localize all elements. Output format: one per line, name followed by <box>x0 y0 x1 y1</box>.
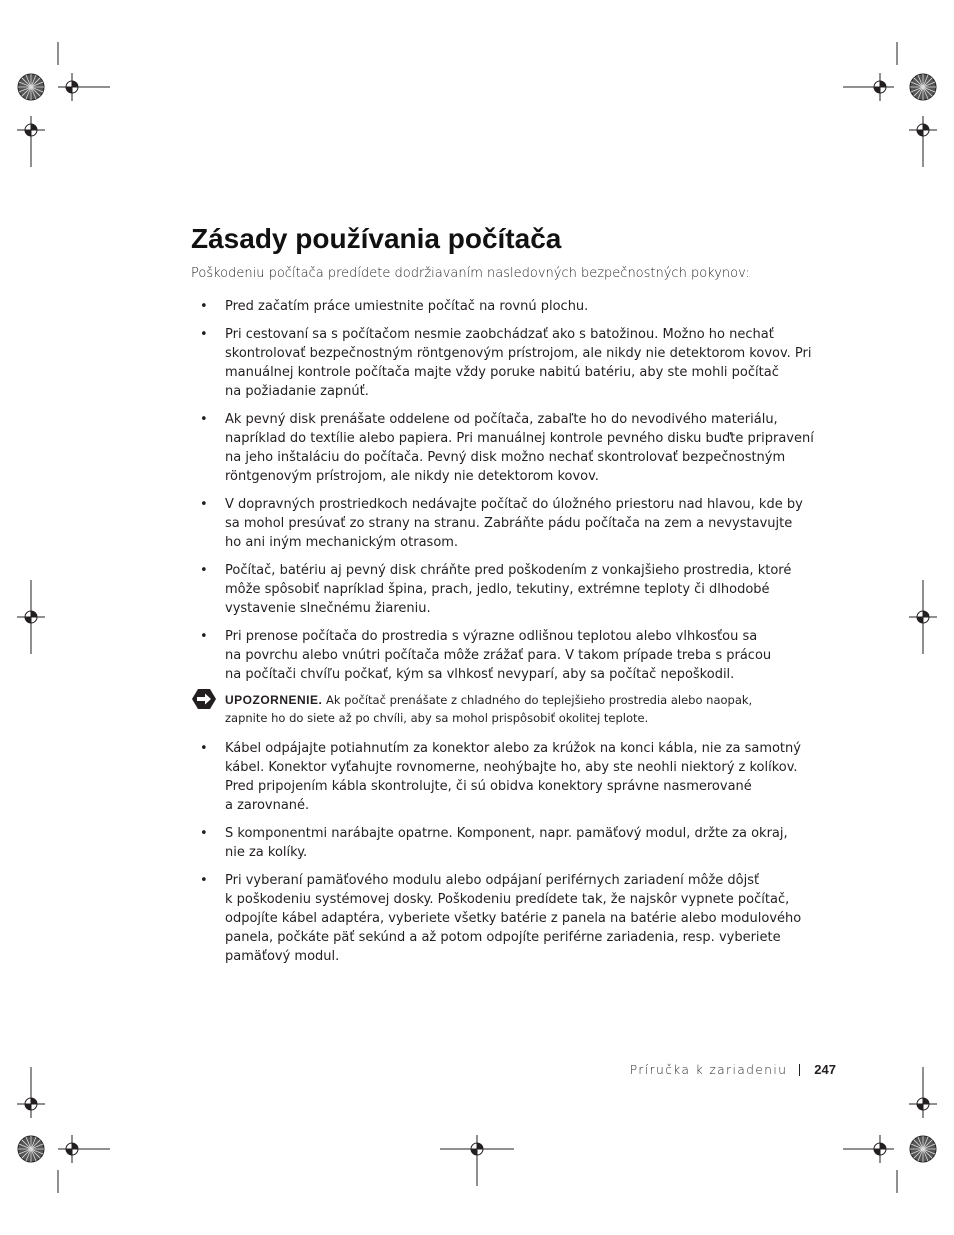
registration-mark-icon <box>58 1135 86 1163</box>
bullet-icon: • <box>200 327 208 342</box>
registration-mark-icon <box>18 1136 44 1162</box>
page-number: 247 <box>814 1062 836 1077</box>
footer-divider <box>799 1064 800 1076</box>
notice-text: Ak počítač prenášate z chladného do teplejšieho prostredia alebo naopak, <box>326 693 753 707</box>
registration-mark-icon <box>866 73 894 101</box>
list-item: • Kábel odpájajte potiahnutím za konektor alebo za krúžok na konci kábla, nie za samotný kábel. Konektor vyťahujte rovnomerne, neohýbajte ho, aby ste neohli niektorý z kolíkov. Pred pripojením kábla skontrolujte, či sú obidva konektory správne nasmerované a zarovnané. <box>200 741 801 813</box>
registration-mark-icon <box>17 1090 45 1118</box>
list-item: • V dopravných prostriedkoch nedávajte počítač do úložného priestoru nad hlavou, kde by sa mohol presúvať zo strany na stranu. Zabráňte pádu počítača na zem a nevystavujte ho ani iným mechanickým otrasom. <box>200 497 803 550</box>
registration-mark-icon <box>17 603 45 631</box>
notice-arrow-icon <box>191 688 217 710</box>
bullet-icon: • <box>200 497 208 512</box>
registration-mark-icon <box>909 603 937 631</box>
list-item: • Pred začatím práce umiestnite počítač na rovnú plochu. <box>200 299 589 314</box>
registration-mark-icon <box>18 74 44 100</box>
notice-text: zapnite ho do siete až po chvíli, aby sa mohol prispôsobiť okolitej teplote. <box>225 711 649 725</box>
bullet-icon: • <box>200 412 208 427</box>
registration-mark-icon <box>866 1135 894 1163</box>
bullet-icon: • <box>200 826 208 841</box>
list-item: • Ak pevný disk prenášate oddelene od počítača, zabaľte ho do nevodivého materiálu, napríklad do textílie alebo papiera. Pri manuálnej kontrole pevného disku buďte pripravení na jeho inštaláciu do počítača. Pevný disk možno nechať skontrolovať bezpečnostným röntgenovým prístrojom, ale nikdy nie detektorom kovov. <box>200 412 814 484</box>
bullet-icon: • <box>200 563 208 578</box>
list-item: • S komponentmi narábajte opatrne. Komponent, napr. pamäťový modul, držte za okraj, nie za kolíky. <box>200 826 788 860</box>
registration-mark-icon <box>910 74 936 100</box>
registration-mark-icon <box>909 116 937 144</box>
registration-mark-icon <box>463 1135 491 1163</box>
bullet-icon: • <box>200 873 208 888</box>
bullet-icon: • <box>200 741 208 756</box>
page-footer <box>630 1062 836 1078</box>
list-item: • Pri prenose počítača do prostredia s výrazne odlišnou teplotou alebo vlhkosťou sa na povrchu alebo vnútri počítača môže zrážať para. V takom prípade treba s prácou na počítači chvíľu počkať, kým sa vlhkosť nevyparí, aby sa počítač nepoškodil. <box>200 629 772 682</box>
list-item: • Pri cestovaní sa s počítačom nesmie zaobchádzať ako s batožinou. Možno ho nechať skontrolovať bezpečnostným röntgenovým prístrojom, ale nikdy nie detektorom kovov. Pri manuálnej kontrole počítača majte vždy poruke nabitú batériu, aby ste mohli počítač na požiadanie zapnúť. <box>200 327 812 399</box>
page-title: Zásady používania počítača <box>191 223 562 254</box>
list-item: • Pri vyberaní pamäťového modulu alebo odpájaní periférnych zariadení môže dôjsť k poškodeniu systémovej dosky. Poškodeniu predídete tak, že najskôr vypnete počítač, odpojíte kábel adaptéra, vyberiete všetky batérie z panela na batérie alebo modulového panela, počkáte päť sekúnd a až potom odpojíte periférne zariadenia, resp. vyberiete pamäťový modul. <box>200 873 802 964</box>
list-item: • Počítač, batériu aj pevný disk chráňte pred poškodením z vonkajšieho prostredia, ktoré môže spôsobiť napríklad špina, prach, jedlo, tekutiny, extrémne teploty či dlhodobé vystavenie slnečnému žiareniu. <box>200 563 792 616</box>
registration-mark-icon <box>58 73 86 101</box>
footer-guide-title: Príručka k zariadeniu <box>629 1063 788 1077</box>
notice-box <box>191 691 811 727</box>
registration-mark-icon <box>17 116 45 144</box>
bullet-icon: • <box>200 629 208 644</box>
safety-list <box>191 297 814 975</box>
bullet-icon: • <box>200 299 208 314</box>
intro-paragraph: Poškodeniu počítača predídete dodržiavaním nasledovných bezpečnostných pokynov: <box>191 266 750 281</box>
registration-mark-icon <box>909 1090 937 1118</box>
registration-mark-icon <box>910 1136 936 1162</box>
notice-label: UPOZORNENIE. <box>225 693 323 707</box>
